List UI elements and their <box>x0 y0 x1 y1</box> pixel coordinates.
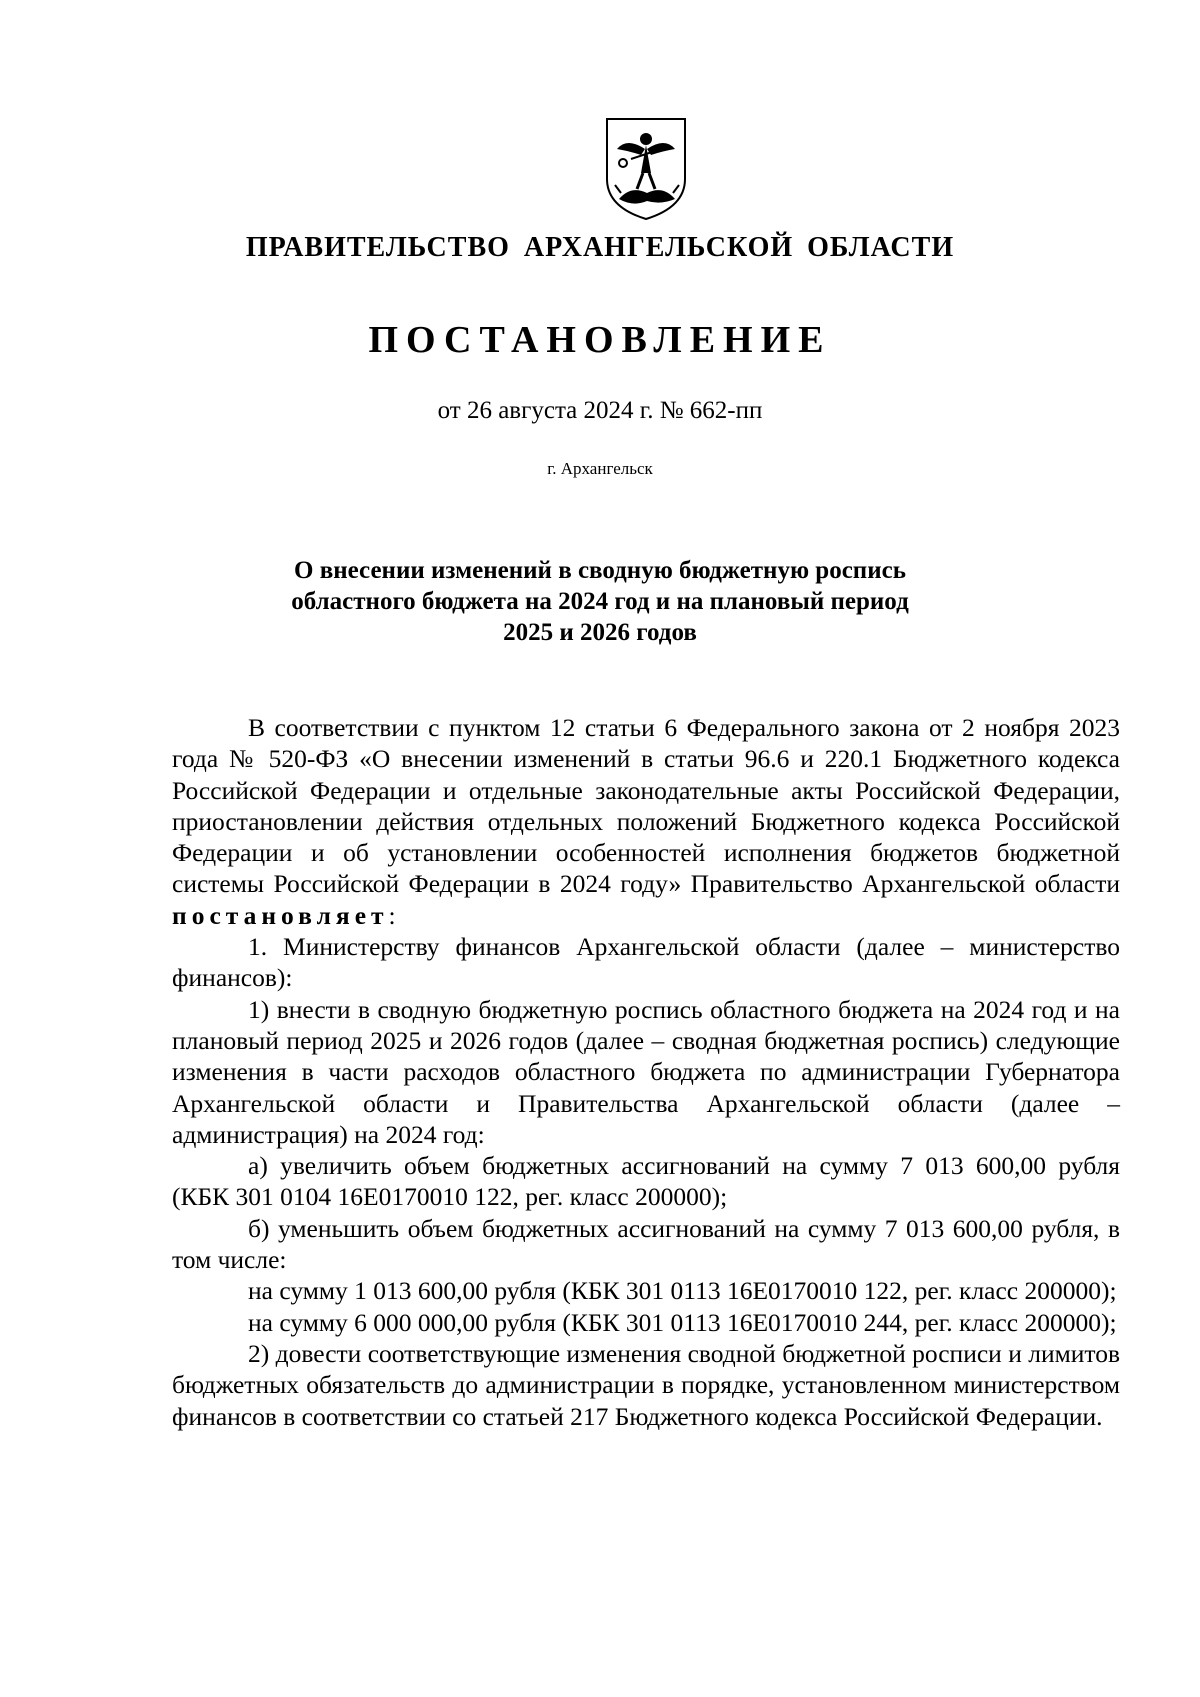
preamble-colon: : <box>388 900 396 930</box>
preamble-text: В соответствии с пунктом 12 статьи 6 Федерального закона от 2 ноября 2023 года № 520-ФЗ «О внесении изменений в статьи 96.6 и 220.1 Бюджетного кодекса Российской Федерации и отдельные законодательные акты Российской Федерации, приостановлении действия отдельных положений Бюджетного кодекса Российской Федерации и об установлении особенностей исполнения бюджетов бюджетной системы Российской Федерации в 2024 году» Правительство Архангельской области <box>172 713 1120 899</box>
date-and-number: от 26 августа 2024 г. № 662-пп <box>437 397 763 424</box>
paragraph-item-1: 1. Министерству финансов Архангельской области (далее – министерство финансов): <box>172 932 1120 993</box>
title-line: 2025 и 2026 годов <box>503 619 697 646</box>
preamble-paragraph <box>172 712 1120 931</box>
government-name: ПРАВИТЕЛЬСТВО АРХАНГЕЛЬСКОЙ ОБЛАСТИ <box>245 232 955 263</box>
decree-word: постановляет <box>172 900 389 930</box>
paragraph-item-b1: на сумму 1 013 600,00 рубля (КБК 301 0113 16Е0170010 122, рег. класс 200000); <box>248 1276 1117 1306</box>
title-line: областного бюджета на 2024 год и на плановый период <box>291 588 909 615</box>
coat-of-arms-emblem <box>601 115 691 223</box>
document-title <box>0 555 1200 648</box>
paragraph-item-1-1: 1) внести в сводную бюджетную роспись областного бюджета на 2024 год и на плановый период 2025 и 2026 годов (далее – сводная бюджетная роспись) следующие изменения в части расходов областного бюджета по администрации Губернатора Архангельской области и Правительства Архангельской области (далее – администрация) на 2024 год: <box>172 994 1120 1149</box>
paragraph-item-b2: на сумму 6 000 000,00 рубля (КБК 301 0113 16Е0170010 244, рег. класс 200000); <box>248 1307 1117 1337</box>
title-line: О внесении изменений в сводную бюджетную роспись <box>294 557 906 584</box>
city: г. Архангельск <box>547 459 653 478</box>
paragraph-item-a: а) увеличить объем бюджетных ассигнований на сумму 7 013 600,00 рубля (КБК 301 0104 16Е0170010 122, рег. класс 200000); <box>172 1151 1120 1212</box>
paragraph-item-1-2: 2) довести соответствующие изменения сводной бюджетной росписи и лимитов бюджетных обязательств до администрации в порядке, установленном министерством финансов в соответствии со статьей 217 Бюджетного кодекса Российской Федерации. <box>172 1338 1120 1431</box>
document-type: ПОСТАНОВЛЕНИЕ <box>368 319 832 361</box>
paragraph-item-b: б) уменьшить объем бюджетных ассигнований на сумму 7 013 600,00 рубля, в том числе: <box>172 1213 1120 1275</box>
document-body <box>172 712 1120 1432</box>
